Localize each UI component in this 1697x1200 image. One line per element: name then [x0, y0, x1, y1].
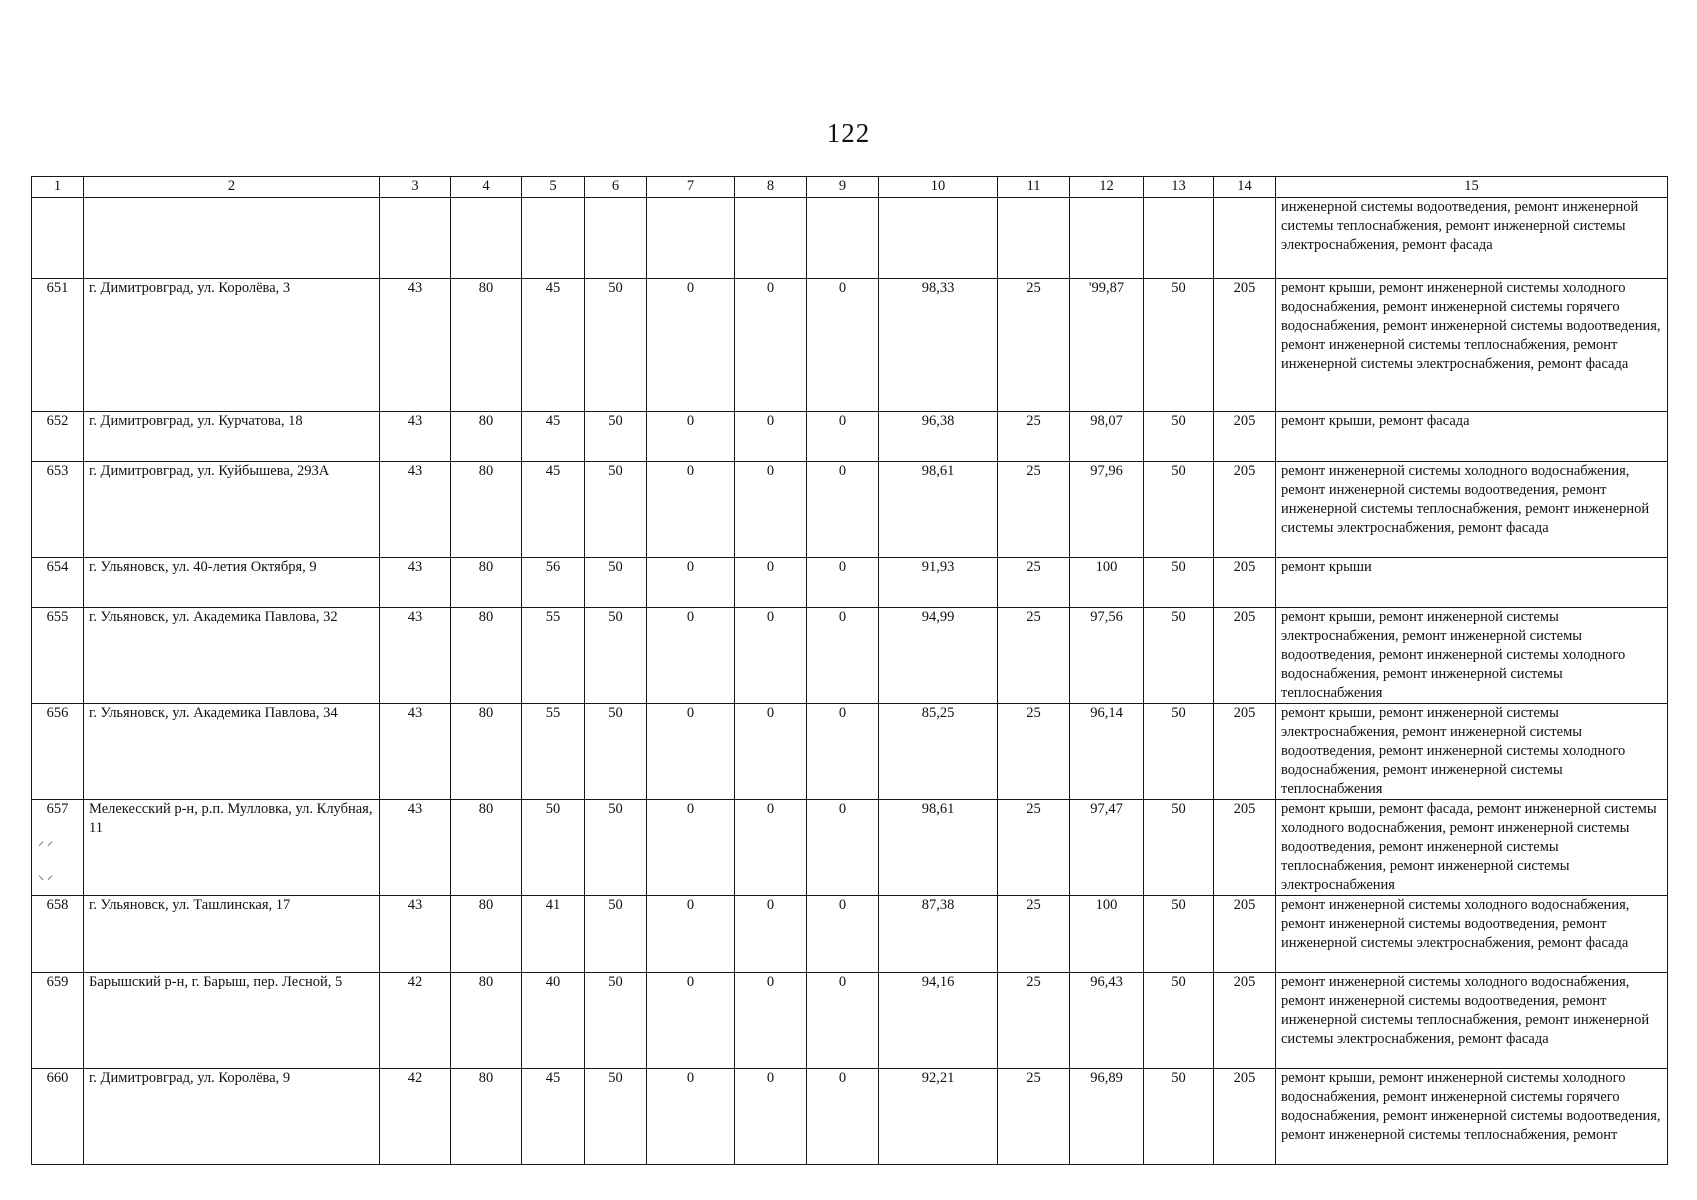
cell-works: инженерной системы водоотведения, ремонт инженерной системы теплоснабжения, ремонт инженерной системы электроснабжения, ремонт фасада: [1276, 198, 1668, 279]
value-cell-c3: 43: [380, 704, 451, 800]
value-cell-c12: 97,56: [1070, 608, 1144, 704]
value-cell-c7: 0: [647, 279, 735, 412]
column-number-1: 1: [32, 177, 84, 198]
works-cell: ремонт крыши: [1276, 558, 1668, 608]
cell-c13: [1144, 198, 1214, 279]
value-cell-c4: 80: [451, 704, 522, 800]
address-cell: г. Ульяновск, ул. Ташлинская, 17: [84, 896, 380, 973]
value-cell-c9: 0: [807, 704, 879, 800]
value-cell-c12: 96,89: [1070, 1069, 1144, 1165]
value-cell-c6: 50: [585, 896, 647, 973]
value-cell-c9: 0: [807, 558, 879, 608]
value-cell-c7: 0: [647, 608, 735, 704]
works-cell: ремонт крыши, ремонт фасада, ремонт инженерной системы холодного водоснабжения, ремонт инженерной системы водоотведения, ремонт инженерной системы теплоснабжения, ремонт инженерной системы электроснабжения: [1276, 800, 1668, 896]
column-number-2: 2: [84, 177, 380, 198]
value-cell-c5: 45: [522, 1069, 585, 1165]
value-cell-c11: 25: [998, 704, 1070, 800]
value-cell-c7: 0: [647, 558, 735, 608]
value-cell-c9: 0: [807, 800, 879, 896]
cell-n: [32, 198, 84, 279]
value-cell-c6: 50: [585, 279, 647, 412]
value-cell-c14: 205: [1214, 462, 1276, 558]
address-cell: г. Димитровград, ул. Королёва, 3: [84, 279, 380, 412]
value-cell-c10: 85,25: [879, 704, 998, 800]
value-cell-c4: 80: [451, 896, 522, 973]
value-cell-c12: 100: [1070, 558, 1144, 608]
works-cell: ремонт крыши, ремонт инженерной системы холодного водоснабжения, ремонт инженерной системы горячего водоснабжения, ремонт инженерной системы водоотведения, ремонт инженерной системы теплоснабжения, ремонт инженерной системы электроснабжения, ремонт фасада: [1276, 279, 1668, 412]
cell-c11: [998, 198, 1070, 279]
value-cell-c6: 50: [585, 704, 647, 800]
value-cell-c11: 25: [998, 608, 1070, 704]
value-cell-c7: 0: [647, 800, 735, 896]
value-cell-c11: 25: [998, 973, 1070, 1069]
value-cell-c4: 80: [451, 608, 522, 704]
table-row: [32, 462, 1668, 558]
pen-mark: ⸜ ⸝: [38, 868, 54, 882]
value-cell-c11: 25: [998, 800, 1070, 896]
value-cell-c3: 42: [380, 1069, 451, 1165]
value-cell-c6: 50: [585, 558, 647, 608]
value-cell-c13: 50: [1144, 704, 1214, 800]
value-cell-c5: 50: [522, 800, 585, 896]
value-cell-c6: 50: [585, 462, 647, 558]
value-cell-c8: 0: [735, 1069, 807, 1165]
value-cell-c12: 98,07: [1070, 412, 1144, 462]
value-cell-c13: 50: [1144, 462, 1214, 558]
row-number: 652: [32, 412, 84, 462]
value-cell-c8: 0: [735, 800, 807, 896]
value-cell-c10: 91,93: [879, 558, 998, 608]
value-cell-c14: 205: [1214, 412, 1276, 462]
value-cell-c10: 87,38: [879, 896, 998, 973]
works-cell: ремонт крыши, ремонт инженерной системы электроснабжения, ремонт инженерной системы водоотведения, ремонт инженерной системы холодного водоснабжения, ремонт инженерной системы теплоснабжения: [1276, 608, 1668, 704]
value-cell-c14: 205: [1214, 800, 1276, 896]
value-cell-c7: 0: [647, 704, 735, 800]
value-cell-c10: 96,38: [879, 412, 998, 462]
value-cell-c8: 0: [735, 973, 807, 1069]
value-cell-c13: 50: [1144, 558, 1214, 608]
value-cell-c9: 0: [807, 896, 879, 973]
value-cell-c3: 42: [380, 973, 451, 1069]
address-cell: г. Димитровград, ул. Куйбышева, 293А: [84, 462, 380, 558]
value-cell-c13: 50: [1144, 973, 1214, 1069]
value-cell-c4: 80: [451, 412, 522, 462]
table-row: [32, 558, 1668, 608]
cell-c3: [380, 198, 451, 279]
value-cell-c5: 40: [522, 973, 585, 1069]
value-cell-c14: 205: [1214, 279, 1276, 412]
value-cell-c5: 55: [522, 608, 585, 704]
value-cell-c14: 205: [1214, 896, 1276, 973]
cell-c14: [1214, 198, 1276, 279]
works-cell: ремонт инженерной системы холодного водоснабжения, ремонт инженерной системы водоотведения, ремонт инженерной системы теплоснабжения, ремонт инженерной системы электроснабжения, ремонт фасада: [1276, 973, 1668, 1069]
value-cell-c10: 94,99: [879, 608, 998, 704]
column-number-12: 12: [1070, 177, 1144, 198]
value-cell-c13: 50: [1144, 279, 1214, 412]
value-cell-c13: 50: [1144, 608, 1214, 704]
table-row: [32, 800, 1668, 896]
value-cell-c13: 50: [1144, 800, 1214, 896]
pen-mark: ⸝ ⸝: [38, 834, 54, 848]
value-cell-c12: 96,43: [1070, 973, 1144, 1069]
table-row: [32, 896, 1668, 973]
value-cell-c4: 80: [451, 800, 522, 896]
value-cell-c12: 100: [1070, 896, 1144, 973]
cell-c9: [807, 198, 879, 279]
table-row: [32, 608, 1668, 704]
value-cell-c8: 0: [735, 896, 807, 973]
value-cell-c9: 0: [807, 279, 879, 412]
buildings-table: [31, 176, 1668, 1165]
works-cell: ремонт инженерной системы холодного водоснабжения, ремонт инженерной системы водоотведения, ремонт инженерной системы электроснабжения, ремонт фасада: [1276, 896, 1668, 973]
value-cell-c12: '99,87: [1070, 279, 1144, 412]
value-cell-c6: 50: [585, 973, 647, 1069]
column-number-13: 13: [1144, 177, 1214, 198]
address-cell: г. Ульяновск, ул. Академика Павлова, 32: [84, 608, 380, 704]
address-cell: г. Ульяновск, ул. 40-летия Октября, 9: [84, 558, 380, 608]
value-cell-c12: 97,96: [1070, 462, 1144, 558]
value-cell-c6: 50: [585, 800, 647, 896]
value-cell-c8: 0: [735, 704, 807, 800]
works-cell: ремонт крыши, ремонт инженерной системы холодного водоснабжения, ремонт инженерной системы горячего водоснабжения, ремонт инженерной системы водоотведения, ремонт инженерной системы теплоснабжения, ремонт: [1276, 1069, 1668, 1165]
column-number-15: 15: [1276, 177, 1668, 198]
address-cell: Мелекесский р-н, р.п. Мулловка, ул. Клубная, 11: [84, 800, 380, 896]
value-cell-c11: 25: [998, 558, 1070, 608]
row-number: 654: [32, 558, 84, 608]
value-cell-c9: 0: [807, 973, 879, 1069]
value-cell-c7: 0: [647, 412, 735, 462]
value-cell-c3: 43: [380, 896, 451, 973]
value-cell-c7: 0: [647, 462, 735, 558]
works-cell: ремонт крыши, ремонт фасада: [1276, 412, 1668, 462]
cell-c4: [451, 198, 522, 279]
value-cell-c3: 43: [380, 558, 451, 608]
value-cell-c3: 43: [380, 412, 451, 462]
address-cell: Барышский р-н, г. Барыш, пер. Лесной, 5: [84, 973, 380, 1069]
row-number: 651: [32, 279, 84, 412]
table-row: [32, 1069, 1668, 1165]
value-cell-c5: 56: [522, 558, 585, 608]
value-cell-c6: 50: [585, 1069, 647, 1165]
value-cell-c7: 0: [647, 1069, 735, 1165]
value-cell-c11: 25: [998, 279, 1070, 412]
value-cell-c4: 80: [451, 1069, 522, 1165]
value-cell-c13: 50: [1144, 1069, 1214, 1165]
value-cell-c8: 0: [735, 558, 807, 608]
value-cell-c14: 205: [1214, 704, 1276, 800]
table-row: [32, 279, 1668, 412]
row-number: 657: [32, 800, 84, 896]
value-cell-c5: 45: [522, 279, 585, 412]
value-cell-c12: 96,14: [1070, 704, 1144, 800]
value-cell-c5: 41: [522, 896, 585, 973]
value-cell-c9: 0: [807, 608, 879, 704]
address-cell: г. Ульяновск, ул. Академика Павлова, 34: [84, 704, 380, 800]
value-cell-c9: 0: [807, 1069, 879, 1165]
table-row: [32, 973, 1668, 1069]
page-number: 122: [826, 118, 871, 148]
value-cell-c3: 43: [380, 800, 451, 896]
value-cell-c8: 0: [735, 462, 807, 558]
column-number-10: 10: [879, 177, 998, 198]
column-number-14: 14: [1214, 177, 1276, 198]
value-cell-c13: 50: [1144, 896, 1214, 973]
works-cell: ремонт крыши, ремонт инженерной системы электроснабжения, ремонт инженерной системы водоотведения, ремонт инженерной системы холодного водоснабжения, ремонт инженерной системы теплоснабжения: [1276, 704, 1668, 800]
value-cell-c5: 45: [522, 412, 585, 462]
column-number-4: 4: [451, 177, 522, 198]
value-cell-c8: 0: [735, 279, 807, 412]
address-cell: г. Димитровград, ул. Курчатова, 18: [84, 412, 380, 462]
value-cell-c8: 0: [735, 412, 807, 462]
cell-c8: [735, 198, 807, 279]
value-cell-c14: 205: [1214, 608, 1276, 704]
row-number: 653: [32, 462, 84, 558]
value-cell-c11: 25: [998, 462, 1070, 558]
value-cell-c6: 50: [585, 412, 647, 462]
row-number: 660: [32, 1069, 84, 1165]
value-cell-c4: 80: [451, 558, 522, 608]
value-cell-c3: 43: [380, 279, 451, 412]
cell-address: [84, 198, 380, 279]
value-cell-c6: 50: [585, 608, 647, 704]
column-number-9: 9: [807, 177, 879, 198]
value-cell-c13: 50: [1144, 412, 1214, 462]
value-cell-c4: 80: [451, 462, 522, 558]
value-cell-c9: 0: [807, 412, 879, 462]
table-row: [32, 412, 1668, 462]
value-cell-c10: 94,16: [879, 973, 998, 1069]
value-cell-c3: 43: [380, 462, 451, 558]
value-cell-c10: 98,61: [879, 462, 998, 558]
value-cell-c3: 43: [380, 608, 451, 704]
value-cell-c4: 80: [451, 973, 522, 1069]
value-cell-c10: 98,33: [879, 279, 998, 412]
row-number: 656: [32, 704, 84, 800]
value-cell-c14: 205: [1214, 558, 1276, 608]
column-number-5: 5: [522, 177, 585, 198]
value-cell-c11: 25: [998, 896, 1070, 973]
column-number-6: 6: [585, 177, 647, 198]
column-number-row: [32, 177, 1668, 198]
value-cell-c5: 45: [522, 462, 585, 558]
value-cell-c4: 80: [451, 279, 522, 412]
table-row: [32, 704, 1668, 800]
column-number-7: 7: [647, 177, 735, 198]
row-number: 655: [32, 608, 84, 704]
cell-c10: [879, 198, 998, 279]
address-cell: г. Димитровград, ул. Королёва, 9: [84, 1069, 380, 1165]
value-cell-c10: 92,21: [879, 1069, 998, 1165]
works-cell: ремонт инженерной системы холодного водоснабжения, ремонт инженерной системы водоотведения, ремонт инженерной системы теплоснабжения, ремонт инженерной системы электроснабжения, ремонт фасада: [1276, 462, 1668, 558]
cell-c6: [585, 198, 647, 279]
value-cell-c9: 0: [807, 462, 879, 558]
column-number-11: 11: [998, 177, 1070, 198]
column-number-3: 3: [380, 177, 451, 198]
value-cell-c11: 25: [998, 412, 1070, 462]
value-cell-c14: 205: [1214, 1069, 1276, 1165]
value-cell-c14: 205: [1214, 973, 1276, 1069]
column-number-8: 8: [735, 177, 807, 198]
continuation-row: [32, 198, 1668, 279]
row-number: 658: [32, 896, 84, 973]
value-cell-c5: 55: [522, 704, 585, 800]
value-cell-c7: 0: [647, 973, 735, 1069]
value-cell-c11: 25: [998, 1069, 1070, 1165]
cell-c12: [1070, 198, 1144, 279]
row-number: 659: [32, 973, 84, 1069]
cell-c5: [522, 198, 585, 279]
value-cell-c10: 98,61: [879, 800, 998, 896]
value-cell-c12: 97,47: [1070, 800, 1144, 896]
value-cell-c8: 0: [735, 608, 807, 704]
cell-c7: [647, 198, 735, 279]
value-cell-c7: 0: [647, 896, 735, 973]
